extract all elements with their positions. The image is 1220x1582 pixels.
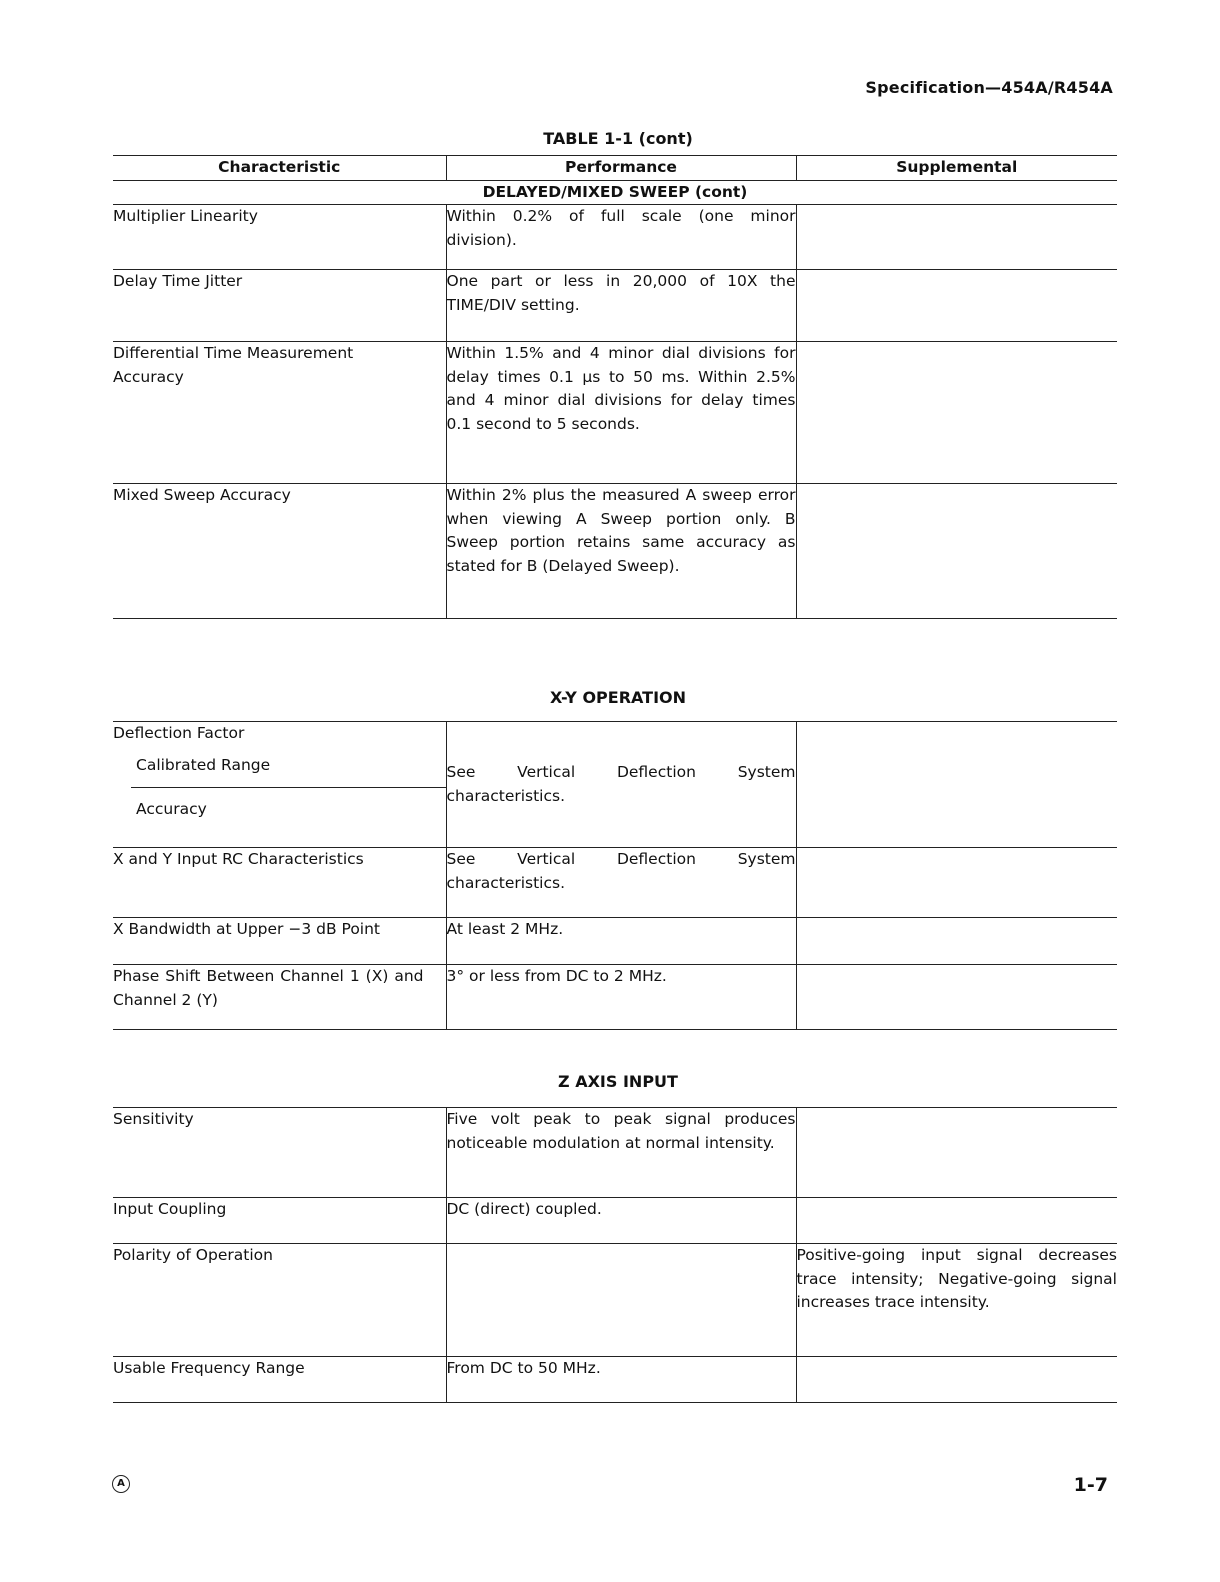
performance-cell: 3° or less from DC to 2 MHz. (446, 965, 796, 1030)
section-title-delayed: DELAYED/MIXED SWEEP (cont) (113, 180, 1117, 205)
performance-cell: One part or less in 20,000 of 10X the TIME/DIV setting. (446, 270, 796, 342)
performance-cell: Within 0.2% of full scale (one minor division). (446, 205, 796, 270)
characteristic-cell: Input Coupling (113, 1198, 446, 1244)
performance-cell: See Vertical Deflection System characteristics. (446, 848, 796, 918)
performance-cell: From DC to 50 MHz. (446, 1357, 796, 1403)
sub-row-divider (131, 787, 446, 788)
characteristic-cell: Usable Frequency Range (113, 1357, 446, 1403)
supplemental-cell (796, 848, 1117, 918)
table-row (113, 722, 1117, 848)
characteristic-cell: Phase Shift Between Channel 1 (X) and Channel 2 (Y) (113, 965, 446, 1030)
supplemental-cell (796, 965, 1117, 1030)
section-title-xy: X-Y OPERATION (549, 688, 687, 707)
accuracy-label: Accuracy (136, 800, 207, 818)
table-row (113, 484, 1117, 619)
table-row (113, 1108, 1117, 1198)
section-title-z: Z AXIS INPUT (558, 1072, 678, 1091)
supplemental-cell (796, 1108, 1117, 1198)
performance-cell (446, 1244, 796, 1357)
supplemental-cell (796, 722, 1117, 848)
characteristic-cell: Sensitivity (113, 1108, 446, 1198)
supplemental-cell (796, 484, 1117, 619)
performance-cell: Within 1.5% and 4 minor dial divisions for delay times 0.1 µs to 50 ms. Within 2.5% and 4 minor dial divisions for delay times 0.1 second to 5 seconds. (446, 342, 796, 484)
supplemental-cell (796, 1357, 1117, 1403)
column-header-characteristic: Characteristic (113, 156, 446, 181)
publisher-mark: A (112, 1475, 130, 1493)
spec-table-z (113, 1107, 1117, 1403)
supplemental-cell (796, 270, 1117, 342)
table-title: TABLE 1-1 (cont) (543, 129, 693, 148)
performance-cell: See Vertical Deflection System characteristics. (446, 722, 796, 848)
supplemental-cell (796, 1198, 1117, 1244)
deflection-factor-label: Deflection Factor (113, 724, 245, 742)
column-header-performance: Performance (446, 156, 796, 181)
spec-table-xy (113, 721, 1117, 1030)
calibrated-range-label: Calibrated Range (136, 755, 271, 774)
performance-cell: Five volt peak to peak signal produces noticeable modulation at normal intensity. (446, 1108, 796, 1198)
section-header-row (113, 180, 1117, 205)
page-number: 1-7 (1073, 1474, 1108, 1496)
table-row (113, 270, 1117, 342)
characteristic-cell: Differential Time Measurement Accuracy (113, 342, 446, 484)
characteristic-cell: X and Y Input RC Characteristics (113, 848, 446, 918)
table-row (113, 848, 1117, 918)
table-row (113, 342, 1117, 484)
supplemental-cell (796, 205, 1117, 270)
spec-table-delayed (113, 155, 1117, 619)
table-row (113, 918, 1117, 965)
running-header: Specification—454A/R454A (865, 78, 1113, 97)
supplemental-cell (796, 918, 1117, 965)
performance-cell: At least 2 MHz. (446, 918, 796, 965)
supplemental-cell (796, 342, 1117, 484)
performance-cell: Within 2% plus the measured A sweep error when viewing A Sweep portion only. B Sweep portion retains same accuracy as stated for B (Delayed Sweep). (446, 484, 796, 619)
column-header-supplemental: Supplemental (796, 156, 1117, 181)
characteristic-cell: Delay Time Jitter (113, 270, 446, 342)
characteristic-cell (113, 722, 446, 848)
table-row (113, 1357, 1117, 1403)
table-row (113, 1244, 1117, 1357)
table-row (113, 1198, 1117, 1244)
table-row (113, 205, 1117, 270)
characteristic-cell: Multiplier Linearity (113, 205, 446, 270)
characteristic-cell: Polarity of Operation (113, 1244, 446, 1357)
characteristic-cell: X Bandwidth at Upper −3 dB Point (113, 918, 446, 965)
supplemental-cell: Positive-going input signal decreases trace intensity; Negative-going signal increases trace intensity. (796, 1244, 1117, 1357)
table-row (113, 965, 1117, 1030)
performance-cell: DC (direct) coupled. (446, 1198, 796, 1244)
table-header-row (113, 156, 1117, 181)
characteristic-cell: Mixed Sweep Accuracy (113, 484, 446, 619)
